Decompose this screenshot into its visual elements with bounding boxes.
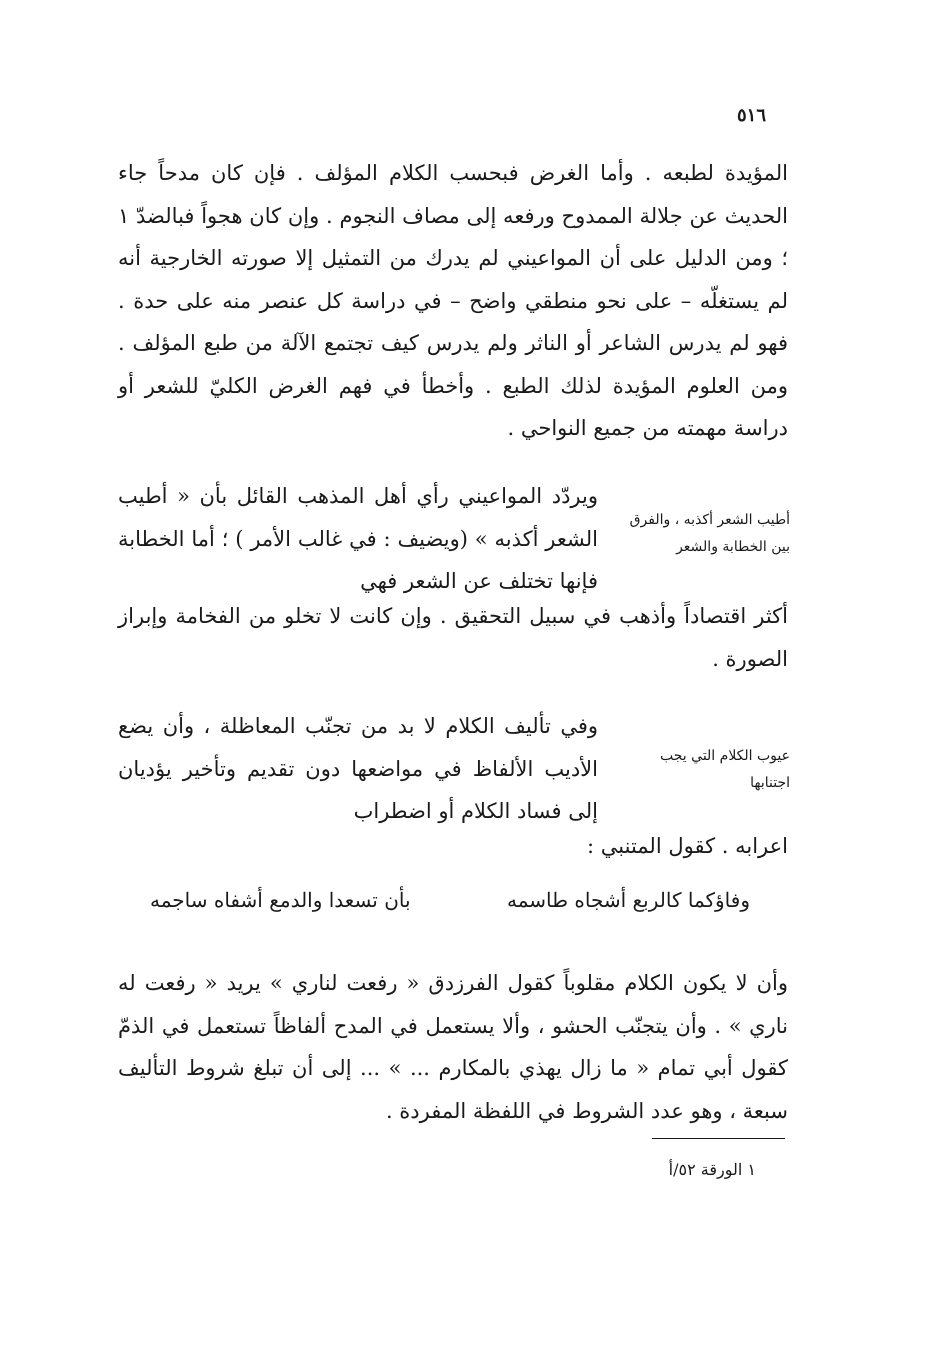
paragraph-2-full: أكثر اقتصاداً وأذهب في سبيل التحقيق . وإن كانت لا تخلو من الفخامة وإبراز الصورة . bbox=[118, 604, 788, 671]
page-number: ٥١٦ bbox=[737, 105, 767, 126]
paragraph-2-narrow: ويردّد المواعيني رأي أهل المذهب القائل بأن « أطيب الشعر أكذبه » (ويضيف : في غالب الأمر ) ؛ أما الخطابة فإنها تختلف عن الشعر فهي bbox=[118, 484, 598, 593]
paragraph-4: وأن لا يكون الكلام مقلوباً كقول الفرزدق « رفعت لناري » يريد « رفعت له ناري » . وأن يتجنّب الحشو ، وألا يستعمل في المدح ألفاظاً تستعمل في الذمّ كقول أبي تمام « ما زال يهذي بالمكارم ... » ... إلى أن تبلغ شروط التأليف سبعة ، وهو عدد الشروط في اللفظة المفردة . bbox=[118, 971, 788, 1123]
footnote: ١ الورقة ٥٢/أ bbox=[668, 1160, 756, 1179]
poetry-verse bbox=[150, 880, 750, 920]
footnote-divider bbox=[652, 1138, 785, 1139]
verse-hemistich-1: وفاؤكما كالربع أشجاه طاسمه bbox=[506, 888, 750, 912]
margin-note-2: عيوب الكلام التي يجب اجتنابها bbox=[660, 748, 790, 791]
verse-hemistich-2: بأن تسعدا والدمع أشفاه ساجمه bbox=[150, 888, 411, 912]
paragraph-3-full: اعرابه . كقول المتنبي : bbox=[587, 834, 788, 858]
margin-note-1: أطيب الشعر أكذبه ، والفرق بين الخطابة والشعر bbox=[629, 512, 790, 555]
paragraph-3-narrow: وفي تأليف الكلام لا بد من تجنّب المعاظلة ، وأن يضع الأديب الألفاظ في مواضعها دون تقديم وتأخير يؤديان إلى فساد الكلام أو اضطراب bbox=[118, 714, 598, 823]
paragraph-1: المؤيدة لطبعه . وأما الغرض فبحسب الكلام المؤلف . فإن كان مدحاً جاء الحديث عن جلالة الممدوح ورفعه إلى مصاف النجوم . وإن كان هجواً فبالضدّ ١ ؛ ومن الدليل على أن المواعيني لم يدرك من التمثيل إلا صورته الخارجية أنه لم يستغلّه – على نحو منطقي واضح – في دراسة كل عنصر منه على حدة . فهو لم يدرس الشاعر أو الناثر ولم يدرس كيف تجتمع الآلة من طبع المؤلف . ومن العلوم المؤيدة لذلك الطبع . وأخطأ في فهم الغرض الكليّ للشعر أو دراسة مهمته من جميع النواحي . bbox=[118, 161, 788, 440]
